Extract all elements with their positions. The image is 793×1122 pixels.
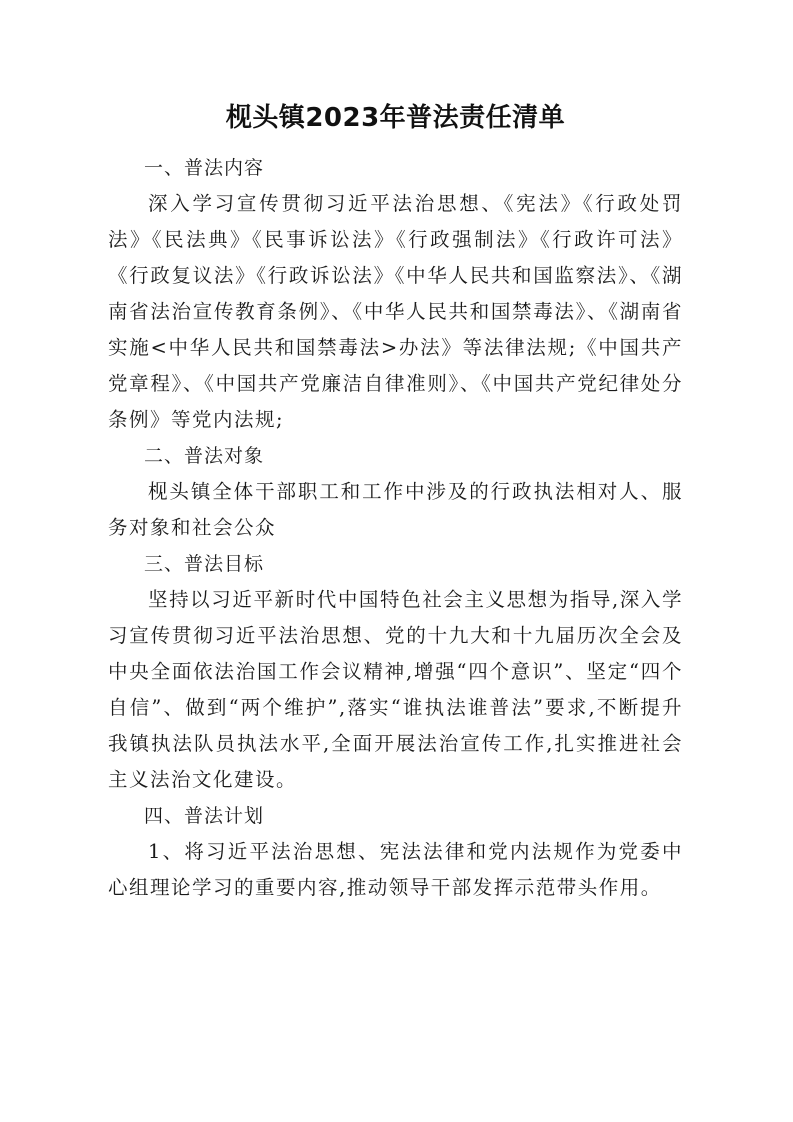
section-heading: 四、普法计划 [144, 805, 265, 827]
section-paragraph: 1、将习近平法治思想、宪法法律和党内法规作为党委中心组理论学习的重要内容,推动领导干部发挥示范带头作用。 [108, 840, 683, 899]
section-goals [108, 546, 683, 798]
section-heading: 二、普法对象 [144, 445, 265, 467]
section-content [108, 150, 683, 438]
section-heading: 一、普法内容 [144, 157, 265, 179]
document-title: 枧头镇2023年普法责任清单 [225, 103, 566, 133]
section-paragraph: 深入学习宣传贯彻习近平法治思想、《宪法》《行政处罚法》《民法典》《民事诉讼法》《行政强制法》《行政许可法》《行政复议法》《行政诉讼法》《中华人民共和国监察法》、《湖南省法治宣传教育条例》、《中华人民共和国禁毒法》、《湖南省实施<中华人民共和国禁毒法>办法》等法律法规;《中国共产党章程》、《中国共产党廉洁自律准则》、《中国共产党纪律处分条例》等党内法规; [108, 192, 683, 431]
section-audience [108, 438, 683, 546]
section-plan [108, 798, 683, 906]
section-paragraph: 枧头镇全体干部职工和工作中涉及的行政执法相对人、服务对象和社会公众 [108, 480, 683, 539]
section-paragraph: 坚持以习近平新时代中国特色社会主义思想为指导,深入学习宣传贯彻习近平法治思想、党的十九大和十九届历次全会及中央全面依法治国工作会议精神,增强“四个意识”、坚定“四个自信”、做到“两个维护”,落实“谁执法谁普法”要求,不断提升我镇执法队员执法水平,全面开展法治宣传工作,扎实推进社会主义法治文化建设。 [108, 588, 683, 791]
section-heading: 三、普法目标 [144, 553, 265, 575]
